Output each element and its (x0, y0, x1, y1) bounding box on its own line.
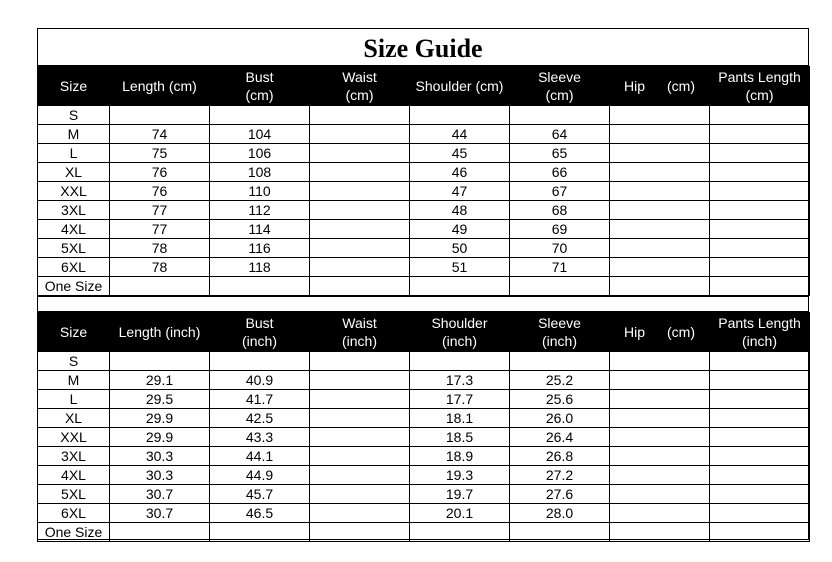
column-header (310, 67, 410, 106)
table-cell: 71 (510, 258, 610, 277)
column-header (510, 67, 610, 106)
table-cell (710, 504, 810, 523)
table-cell: 18.5 (410, 428, 510, 447)
table-cell (710, 466, 810, 485)
column-header-label: Pants Length (718, 69, 801, 85)
column-header (410, 67, 510, 106)
table-cell: 17.7 (410, 390, 510, 409)
column-header-label: Pants Length (718, 315, 801, 331)
size-cell: XXL (38, 182, 110, 201)
size-cell: 6XL (38, 258, 110, 277)
table-cell: 19.3 (410, 466, 510, 485)
table-cell: 46 (410, 163, 510, 182)
table-cell (710, 125, 810, 144)
table-cell: 28.0 (510, 504, 610, 523)
table-row (38, 485, 810, 504)
table-cell: 19.7 (410, 485, 510, 504)
size-cell: M (38, 371, 110, 390)
table-cell (610, 504, 710, 523)
table-cell (510, 352, 610, 371)
table-cell: 46.5 (210, 504, 310, 523)
table-cell (210, 352, 310, 371)
column-header (210, 313, 310, 352)
table-cell (710, 390, 810, 409)
table-cell: 118 (210, 258, 310, 277)
table-cell: 26.4 (510, 428, 610, 447)
table-cell (710, 258, 810, 277)
size-cell: S (38, 106, 110, 125)
size-cell: 3XL (38, 447, 110, 466)
size-cell: XXL (38, 428, 110, 447)
size-cell: M (38, 125, 110, 144)
column-header-label: Sleeve (538, 315, 581, 331)
table-row (38, 523, 810, 542)
column-header (610, 313, 710, 352)
table-cell (110, 106, 210, 125)
table-cell: 51 (410, 258, 510, 277)
size-table-inch (37, 312, 810, 542)
table-cell: 45 (410, 144, 510, 163)
table-cell (110, 277, 210, 296)
column-header (410, 313, 510, 352)
table-cell: 78 (110, 239, 210, 258)
size-cell: XL (38, 409, 110, 428)
table-cell: 42.5 (210, 409, 310, 428)
column-header (710, 313, 810, 352)
table-cell (510, 523, 610, 542)
column-header-label: (inch) (341, 333, 377, 349)
table-cell: 64 (510, 125, 610, 144)
table-cell: 49 (410, 220, 510, 239)
size-cell: L (38, 144, 110, 163)
table-cell: 110 (210, 182, 310, 201)
size-cell: L (38, 390, 110, 409)
table-cell (310, 466, 410, 485)
table-cell (610, 466, 710, 485)
table-cell (310, 239, 410, 258)
table-cell: 106 (210, 144, 310, 163)
table-cell (610, 201, 710, 220)
column-header-label: (cm) (545, 87, 574, 103)
table-cell: 20.1 (410, 504, 510, 523)
table-cell (210, 106, 310, 125)
table-cell: 68 (510, 201, 610, 220)
table-row (38, 504, 810, 523)
table-cell: 40.9 (210, 371, 310, 390)
column-header-label: Waist (342, 315, 377, 331)
table-cell (310, 258, 410, 277)
table-cell (710, 106, 810, 125)
column-header-label: Sleeve (538, 69, 581, 85)
table-cell: 29.9 (110, 428, 210, 447)
table-cell: 77 (110, 201, 210, 220)
table-cell (510, 277, 610, 296)
column-header-label: Bust (245, 69, 274, 85)
table-row (38, 201, 810, 220)
table-cell (610, 371, 710, 390)
table-row (38, 390, 810, 409)
table-cell (310, 523, 410, 542)
table-row (38, 352, 810, 371)
table-cell (510, 106, 610, 125)
column-header (38, 67, 110, 106)
column-header-label: (cm) (245, 87, 274, 103)
table-cell: 77 (110, 220, 210, 239)
table-cell: 76 (110, 163, 210, 182)
table-cell (310, 390, 410, 409)
size-cell: S (38, 352, 110, 371)
size-cell: One Size (38, 523, 110, 542)
table-cell: 45.7 (210, 485, 310, 504)
table-cell (610, 220, 710, 239)
column-header-label: (cm) (667, 78, 695, 94)
column-header (110, 313, 210, 352)
table-cell: 44.9 (210, 466, 310, 485)
table-cell: 25.6 (510, 390, 610, 409)
table-cell: 30.3 (110, 466, 210, 485)
table-cell: 29.9 (110, 409, 210, 428)
table-row (38, 144, 810, 163)
table-cell: 18.1 (410, 409, 510, 428)
table-cell: 66 (510, 163, 610, 182)
table-cell (310, 371, 410, 390)
table-cell (710, 523, 810, 542)
table-cell (710, 182, 810, 201)
table-cell: 30.3 (110, 447, 210, 466)
table-row (38, 239, 810, 258)
table-cell (710, 144, 810, 163)
size-cell: 3XL (38, 201, 110, 220)
column-header (210, 67, 310, 106)
table-cell (710, 163, 810, 182)
table-row (38, 258, 810, 277)
table-cell (310, 125, 410, 144)
table-cell: 43.3 (210, 428, 310, 447)
table-cell (610, 163, 710, 182)
table-cell (210, 277, 310, 296)
table-row (38, 106, 810, 125)
table-cell (710, 485, 810, 504)
column-header-label: Waist (342, 69, 377, 85)
column-header (38, 313, 110, 352)
table-cell (310, 163, 410, 182)
table-cell: 47 (410, 182, 510, 201)
table-cell (610, 428, 710, 447)
column-header-label: Shoulder (431, 315, 488, 331)
table-cell: 69 (510, 220, 610, 239)
table-row (38, 220, 810, 239)
column-header-label: (inch) (741, 333, 777, 349)
table-cell: 108 (210, 163, 310, 182)
table-cell (210, 523, 310, 542)
size-cell: 4XL (38, 220, 110, 239)
table-cell (610, 258, 710, 277)
column-header-label: (cm) (345, 87, 374, 103)
table-cell: 114 (210, 220, 310, 239)
table-header-row (38, 67, 810, 106)
table-cell: 17.3 (410, 371, 510, 390)
size-cell: XL (38, 163, 110, 182)
table-row (38, 182, 810, 201)
table-cell (710, 371, 810, 390)
table-row (38, 277, 810, 296)
size-guide (37, 28, 809, 540)
table-cell (310, 201, 410, 220)
table-cell: 44 (410, 125, 510, 144)
column-header-label: (cm) (667, 324, 695, 340)
table-cell (710, 428, 810, 447)
table-cell: 29.5 (110, 390, 210, 409)
size-table-cm (37, 66, 810, 296)
table-cell: 48 (410, 201, 510, 220)
table-cell: 29.1 (110, 371, 210, 390)
column-header-label: Size (59, 78, 88, 94)
table-cell (610, 182, 710, 201)
table-header-row (38, 313, 810, 352)
table-cell: 50 (410, 239, 510, 258)
column-header-label: (inch) (441, 333, 477, 349)
column-header-label: Shoulder (cm) (415, 78, 504, 94)
table-cell (310, 106, 410, 125)
table-cell: 67 (510, 182, 610, 201)
table-cell: 26.0 (510, 409, 610, 428)
table-row (38, 163, 810, 182)
table-cell: 41.7 (210, 390, 310, 409)
table-divider (38, 296, 808, 312)
table-cell (310, 277, 410, 296)
table-row (38, 371, 810, 390)
table-cell: 116 (210, 239, 310, 258)
table-cell (110, 523, 210, 542)
size-cell: 4XL (38, 466, 110, 485)
table-cell (110, 352, 210, 371)
table-cell (310, 447, 410, 466)
column-header-label: Length (cm) (122, 78, 197, 94)
table-cell (610, 485, 710, 504)
table-row (38, 428, 810, 447)
table-cell (410, 352, 510, 371)
table-cell (310, 220, 410, 239)
table-cell: 104 (210, 125, 310, 144)
table-cell (310, 504, 410, 523)
table-cell: 65 (510, 144, 610, 163)
table-cell (310, 409, 410, 428)
table-cell (610, 239, 710, 258)
table-cell: 112 (210, 201, 310, 220)
table-cell (310, 485, 410, 504)
table-cell: 44.1 (210, 447, 310, 466)
column-header (110, 67, 210, 106)
table-cell (710, 447, 810, 466)
table-cell: 76 (110, 182, 210, 201)
size-cell: One Size (38, 277, 110, 296)
column-header-label: (inch) (541, 333, 577, 349)
table-cell (610, 409, 710, 428)
column-header-label: (inch) (241, 333, 277, 349)
table-cell (410, 106, 510, 125)
table-cell: 26.8 (510, 447, 610, 466)
table-cell: 27.2 (510, 466, 610, 485)
table-cell (610, 125, 710, 144)
table-cell: 27.6 (510, 485, 610, 504)
table-cell (710, 409, 810, 428)
table-cell: 75 (110, 144, 210, 163)
size-cell: 5XL (38, 485, 110, 504)
table-cell (610, 277, 710, 296)
table-row (38, 409, 810, 428)
table-cell: 18.9 (410, 447, 510, 466)
column-header (610, 67, 710, 106)
table-row (38, 125, 810, 144)
table-cell (610, 106, 710, 125)
table-cell (710, 201, 810, 220)
table-cell (310, 144, 410, 163)
column-header-label: Hip (624, 324, 646, 340)
table-cell: 78 (110, 258, 210, 277)
table-cell (710, 239, 810, 258)
table-cell (710, 277, 810, 296)
table-cell (410, 277, 510, 296)
size-cell: 5XL (38, 239, 110, 258)
table-cell (410, 523, 510, 542)
table-row (38, 447, 810, 466)
table-cell: 30.7 (110, 485, 210, 504)
table-cell: 74 (110, 125, 210, 144)
size-cell: 6XL (38, 504, 110, 523)
table-cell (710, 220, 810, 239)
column-header (510, 313, 610, 352)
table-cell (610, 447, 710, 466)
table-cell: 25.2 (510, 371, 610, 390)
table-cell: 30.7 (110, 504, 210, 523)
table-cell (710, 352, 810, 371)
column-header (310, 313, 410, 352)
table-cell (610, 144, 710, 163)
column-header-label: Size (59, 324, 88, 340)
table-cell (310, 352, 410, 371)
table-cell (610, 352, 710, 371)
page-title: Size Guide (38, 29, 808, 66)
table-cell (310, 428, 410, 447)
column-header-label: Bust (245, 315, 274, 331)
table-row (38, 466, 810, 485)
table-cell (610, 523, 710, 542)
column-header-label: Hip (624, 78, 646, 94)
table-cell (610, 390, 710, 409)
table-cell: 70 (510, 239, 610, 258)
table-cell (310, 182, 410, 201)
column-header-label: Length (inch) (118, 324, 201, 340)
column-header-label: (cm) (745, 87, 774, 103)
column-header (710, 67, 810, 106)
